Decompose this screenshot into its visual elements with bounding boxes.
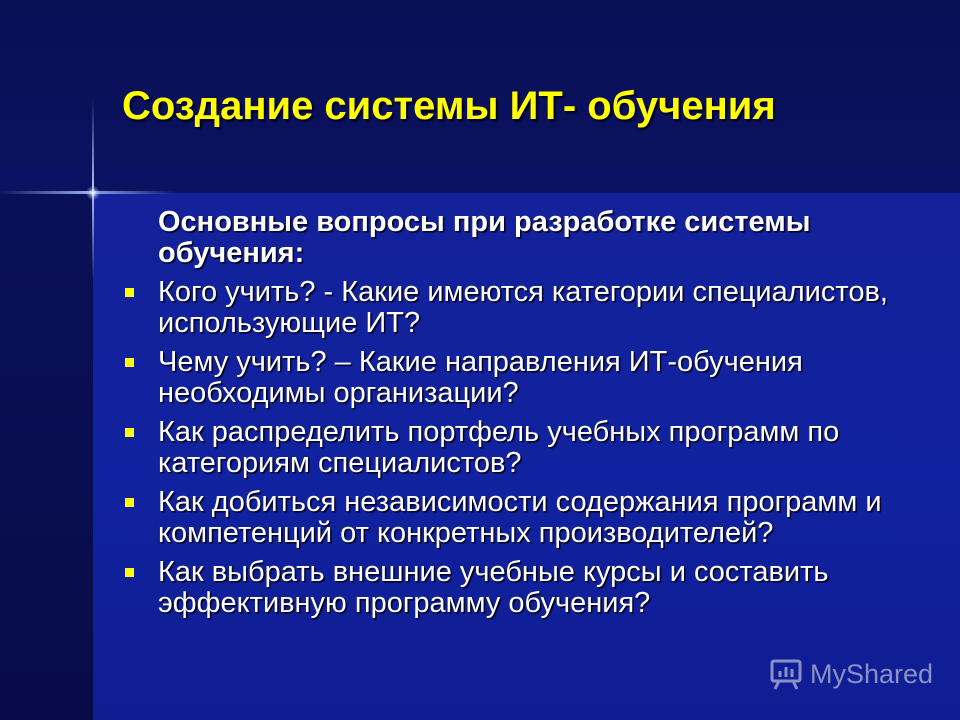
- list-item: [158, 347, 928, 409]
- square-bullet-icon: [125, 358, 134, 367]
- square-bullet-icon: [125, 288, 134, 297]
- background-left-band: [0, 193, 93, 720]
- list-item: [158, 487, 928, 549]
- watermark: [768, 656, 933, 692]
- slide-title: Создание системы ИТ- обучения: [122, 84, 776, 128]
- sparkle-star-icon: [86, 186, 100, 200]
- presentation-board-icon: [768, 657, 804, 691]
- list-item-text: Как распределить портфель учебных программ по категориям специалистов?: [158, 416, 840, 479]
- list-item: [158, 557, 928, 619]
- list-item-text: Кого учить? - Какие имеются категории специалистов, использующие ИТ?: [158, 276, 888, 339]
- list-item: [158, 277, 928, 339]
- list-item: [158, 417, 928, 479]
- square-bullet-icon: [125, 568, 134, 577]
- list-item-text: Как добиться независимости содержания программ и компетенций от конкретных производителей?: [158, 486, 882, 549]
- watermark-text: MyShared: [810, 658, 934, 689]
- intro-heading: Основные вопросы при разработке системы обучения:: [158, 206, 811, 269]
- list-item-text: Как выбрать внешние учебные курсы и составить эффективную программу обучения?: [158, 556, 829, 619]
- slide-body: [158, 207, 928, 627]
- question-list: [158, 277, 928, 619]
- list-item-text: Чему учить? – Какие направления ИТ-обучения необходимы организации?: [158, 346, 803, 409]
- square-bullet-icon: [125, 428, 134, 437]
- square-bullet-icon: [125, 498, 134, 507]
